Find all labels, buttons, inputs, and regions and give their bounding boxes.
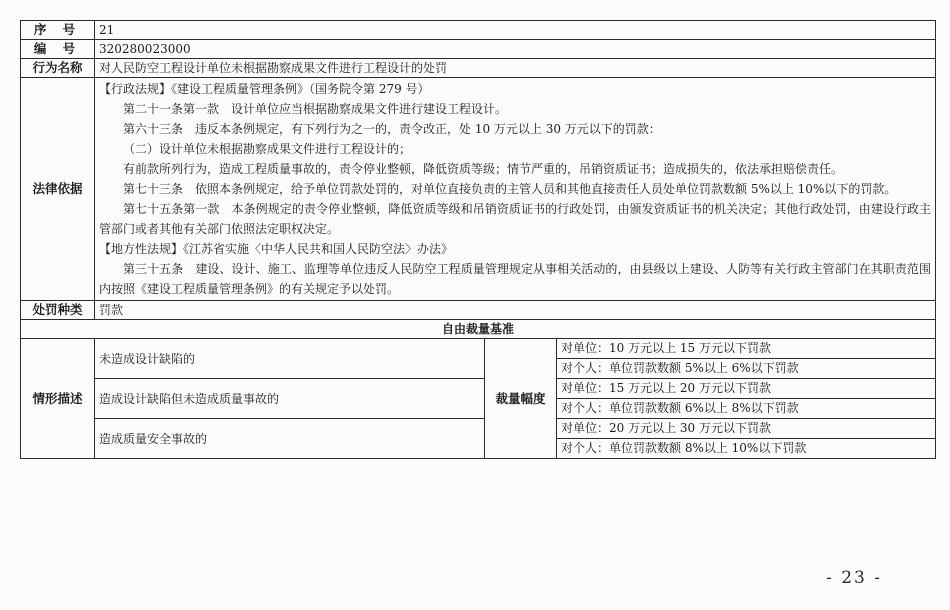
code-value: 320280023000 (95, 40, 936, 59)
discretion-header: 自由裁量基准 (21, 320, 936, 339)
case-2-person: 对个人：单位罚款数额 6%以上 8%以下罚款 (561, 401, 799, 415)
seq-label: 序 号 (21, 21, 95, 40)
basis-para-5: 有前款所列行为，造成工程质量事故的，责令停业整顿，降低资质等级；情节严重的，吊销资质证书；造成损失的，依法承担赔偿责任。 (123, 162, 844, 176)
basis-content (95, 78, 936, 301)
case-3-person: 对个人：单位罚款数额 8%以上 10%以下罚款 (561, 441, 807, 455)
name-label: 行为名称 (21, 59, 95, 78)
penalty-value: 罚款 (95, 301, 936, 320)
basis-para-1: 【行政法规】《建设工程质量管理条例》（国务院令第 279 号） (99, 82, 430, 96)
case-2-description: 造成设计缺陷但未造成质量事故的 (95, 379, 485, 419)
case-3-range (557, 419, 936, 459)
page-number: - 23 - (826, 568, 882, 588)
case-row-2 (21, 379, 936, 419)
basis-para-3: 第六十三条 违反本条例规定，有下列行为之一的，责令改正，处 10 万元以上 30 万元以下的罚款： (123, 122, 661, 136)
case-2-unit: 对单位：15 万元以上 20 万元以下罚款 (557, 379, 935, 399)
basis-para-8: 【地方性法规】《江苏省实施〈中华人民共和国人民防空法〉办法》 (99, 242, 454, 256)
case-2-range (557, 379, 936, 419)
situation-label: 情形描述 (21, 339, 95, 459)
row-seq (21, 21, 936, 40)
case-row-3 (21, 419, 936, 459)
case-3-unit: 对单位：20 万元以上 30 万元以下罚款 (557, 419, 935, 439)
row-name (21, 59, 936, 78)
basis-para-6: 第七十三条 依照本条例规定，给予单位罚款处罚的，对单位直接负责的主管人员和其他直接责任人员处单位罚款数额 5%以上 10%以下的罚款。 (123, 182, 897, 196)
case-row-1 (21, 339, 936, 379)
case-1-range (557, 339, 936, 379)
case-1-unit: 对单位：10 万元以上 15 万元以下罚款 (557, 339, 935, 359)
penalty-label: 处罚种类 (21, 301, 95, 320)
penalty-table (20, 20, 936, 459)
range-label: 裁量幅度 (485, 339, 557, 459)
name-value: 对人民防空工程设计单位未根据勘察成果文件进行工程设计的处罚 (95, 59, 936, 78)
case-1-person: 对个人：单位罚款数额 5%以上 6%以下罚款 (561, 361, 799, 375)
row-basis (21, 78, 936, 301)
row-code (21, 40, 936, 59)
case-3-description: 造成质量安全事故的 (95, 419, 485, 459)
basis-para-2: 第二十一条第一款 设计单位应当根据勘察成果文件进行建设工程设计。 (123, 102, 508, 116)
basis-para-9: 第三十五条 建设、设计、施工、监理等单位违反人民防空工程质量管理规定从事相关活动的，由县级以上建设、人防等有关行政主管部门在其职责范围内按照《建设工程质量管理条例》的有关规定予以处罚。 (99, 262, 931, 296)
basis-label: 法律依据 (21, 78, 95, 301)
seq-value: 21 (95, 21, 936, 40)
case-1-description: 未造成设计缺陷的 (95, 339, 485, 379)
code-label: 编 号 (21, 40, 95, 59)
row-discretion-header (21, 320, 936, 339)
basis-para-4: （二）设计单位未根据勘察成果文件进行工程设计的； (123, 142, 412, 156)
row-penalty (21, 301, 936, 320)
basis-para-7: 第七十五条第一款 本条例规定的责令停业整顿，降低资质等级和吊销资质证书的行政处罚，由颁发资质证书的机关决定；其他行政处罚，由建设行政主管部门或者其他有关部门依照法定职权决定。 (99, 202, 931, 236)
